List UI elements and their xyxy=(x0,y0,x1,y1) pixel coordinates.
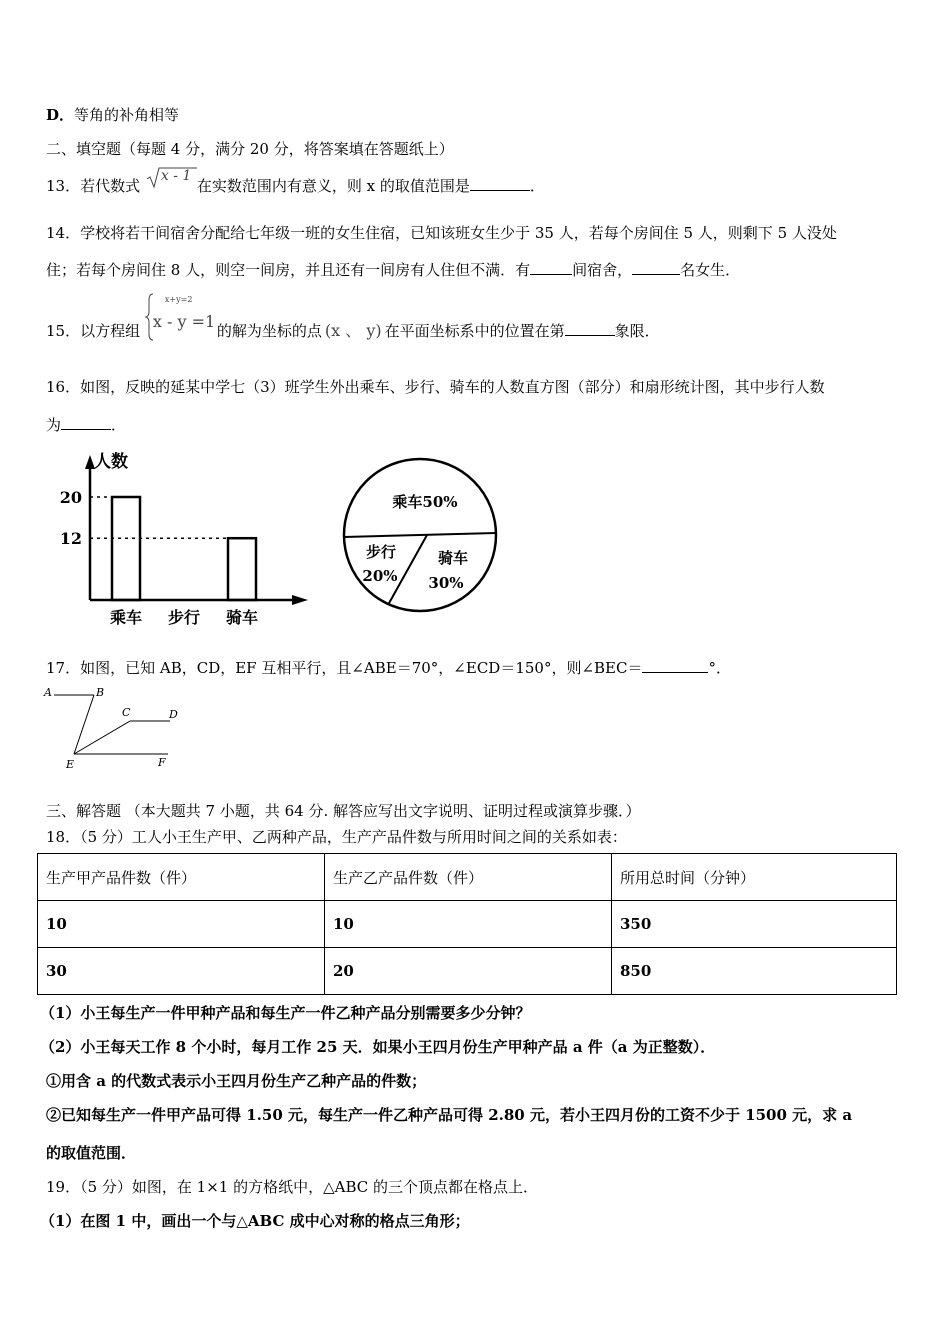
q18-part2: （2）小王每天工作 8 个小时，每月工作 25 天．如果小王四月份生产甲种产品 a 件（a 为正整数）． xyxy=(40,1038,716,1056)
segment-ec xyxy=(74,721,130,754)
q17-number: 17． xyxy=(46,659,81,677)
question-19 xyxy=(46,1176,538,1197)
q13-radical xyxy=(145,168,197,193)
table-cell: 30 xyxy=(38,948,325,995)
q13-pre: 若代数式 xyxy=(80,177,141,195)
pie-slice-boundary xyxy=(344,533,496,537)
q15-pre: 以方程组 xyxy=(80,322,141,340)
option-d-label: D． xyxy=(46,106,75,124)
section3-heading: 三、解答题 （本大题共 7 小题，共 64 分. 解答应写出文字说明、证明过程或演算步骤．） xyxy=(46,802,641,820)
question-18 xyxy=(46,826,627,847)
q16-line2: 为 xyxy=(46,416,62,434)
option-d xyxy=(46,104,179,125)
q19-part1: （1）在图 1 中，画出一个与△ABC 成中心对称的格点三角形； xyxy=(40,1212,470,1230)
x-tick-label: 步行 xyxy=(167,608,201,627)
q16-end: ． xyxy=(111,416,127,434)
table-row xyxy=(38,948,897,995)
q18-number: 18． xyxy=(46,828,81,846)
q16-answer-blank[interactable] xyxy=(61,415,111,430)
q18-part2-sub2: ②已知每生产一件甲产品可得 1.50 元，每生产一件乙种产品可得 2.80 元，若小王四月份的工资不少于 1500 元，求 a xyxy=(46,1106,853,1124)
question-14-line1 xyxy=(46,222,837,243)
q13-answer-blank[interactable] xyxy=(470,176,530,191)
table-cell: 20 xyxy=(325,948,612,995)
q15-post: 在平面坐标系中的位置在第 xyxy=(384,322,565,340)
label-f: F xyxy=(158,756,166,769)
q15-answer-blank[interactable] xyxy=(565,321,615,336)
bar-2 xyxy=(228,538,256,600)
bar-0 xyxy=(112,497,140,600)
table-header-row xyxy=(38,854,897,901)
q13-end: ． xyxy=(529,177,545,195)
bar-chart xyxy=(50,445,320,635)
label-d: D xyxy=(169,708,178,721)
pie-chart xyxy=(335,450,505,620)
q13-radicand: x - 1 xyxy=(160,168,192,184)
q14-line2-a: 住；若每个房间住 8 人，则空一间房，并且还有一间房有人住但不满．有 xyxy=(46,261,531,279)
q15-end: 象限． xyxy=(614,322,660,340)
q15-mid: 的解为坐标的点 xyxy=(216,322,322,340)
q17-end: °． xyxy=(708,659,731,677)
q18-intro: （5 分）工人小王生产甲、乙两种产品，生产产品件数与所用时间之间的关系如表： xyxy=(80,828,627,846)
label-b: B xyxy=(96,686,105,699)
label-c: C xyxy=(122,706,131,719)
table-cell: 10 xyxy=(325,901,612,948)
q13-post: 在实数范围内有意义，则 x 的取值范围是 xyxy=(196,177,470,195)
q15-system xyxy=(145,295,217,338)
pie-slice-label: 步行 xyxy=(365,543,397,561)
q18-part1: （1）小王每生产一件甲种产品和每生产一件乙种产品分别需要多少分钟？ xyxy=(40,1004,531,1022)
q13-number: 13． xyxy=(46,177,81,195)
table-header-cell: 所用总时间（分钟） xyxy=(612,854,897,901)
question-14-line2 xyxy=(46,259,740,280)
q17-answer-blank[interactable] xyxy=(642,658,708,673)
question-16-line2 xyxy=(46,414,126,435)
option-d-text: 等角的补角相等 xyxy=(74,106,180,124)
q15-point: (x 、 y) xyxy=(324,321,382,340)
q15-eq2: x - y =1 xyxy=(152,312,216,331)
question-13 xyxy=(46,168,545,196)
table-header-cell: 生产乙产品件数（件） xyxy=(325,854,612,901)
q14-blank-girls[interactable] xyxy=(632,260,680,275)
q14-line2-c: 名女生． xyxy=(680,261,741,279)
pie-slice-value: 30% xyxy=(428,574,464,592)
q15-number: 15． xyxy=(46,322,81,340)
question-15 xyxy=(46,295,660,341)
y-axis-label: 人数 xyxy=(94,452,128,472)
section2-heading: 二、填空题（每题 4 分，满分 20 分，将答案填在答题纸上） xyxy=(46,140,454,158)
x-tick-label: 骑车 xyxy=(225,608,259,627)
x-axis-arrow-icon xyxy=(292,595,308,605)
x-tick-label: 乘车 xyxy=(109,608,143,627)
label-e: E xyxy=(66,758,75,771)
q17-text: 如图，已知 AB，CD，EF 互相平行，且∠ABE＝70°，∠ECD＝150°，则∠BEC＝ xyxy=(80,659,643,677)
q18-part2-sub2-cont: 的取值范围． xyxy=(46,1144,137,1162)
table-header-cell: 生产甲产品件数（件） xyxy=(38,854,325,901)
question-16-line1 xyxy=(46,376,825,397)
q19-intro: （5 分）如图，在 1×1 的方格纸中，△ABC 的三个顶点都在格点上． xyxy=(80,1178,539,1196)
y-tick-label: 20 xyxy=(59,488,82,507)
q14-line2-b: 间宿舍， xyxy=(572,261,633,279)
table-cell: 850 xyxy=(612,948,897,995)
pie-slice-value: 20% xyxy=(362,567,398,585)
y-tick-label: 12 xyxy=(59,529,82,549)
q14-blank-rooms[interactable] xyxy=(530,260,572,275)
question-17 xyxy=(46,657,731,678)
pie-slice-label: 乘车50% xyxy=(392,493,458,511)
q16-line1: 如图，反映的延某中学七（3）班学生外出乘车、步行、骑车的人数直方图（部分）和扇形统计图，其中步行人数 xyxy=(80,378,825,396)
q16-number: 16． xyxy=(46,378,81,396)
production-table xyxy=(37,853,897,995)
segment-be xyxy=(74,695,94,754)
table-cell: 350 xyxy=(612,901,897,948)
table-cell: 10 xyxy=(38,901,325,948)
q19-number: 19． xyxy=(46,1178,81,1196)
q14-line1: 学校将若干间宿舍分配给七年级一班的女生住宿，已知该班女生少于 35 人，若每个房间住 5 人，则剩下 5 人没处 xyxy=(80,224,837,242)
table-row xyxy=(38,901,897,948)
q14-number: 14． xyxy=(46,224,81,242)
q18-part2-sub1: ①用含 a 的代数式表示小王四月份生产乙种产品的件数； xyxy=(46,1072,427,1090)
label-a: A xyxy=(44,686,52,699)
parallel-lines-figure xyxy=(40,686,190,776)
pie-slice-label: 骑车 xyxy=(437,549,469,567)
q15-eq1: x+y=2 xyxy=(164,295,193,304)
